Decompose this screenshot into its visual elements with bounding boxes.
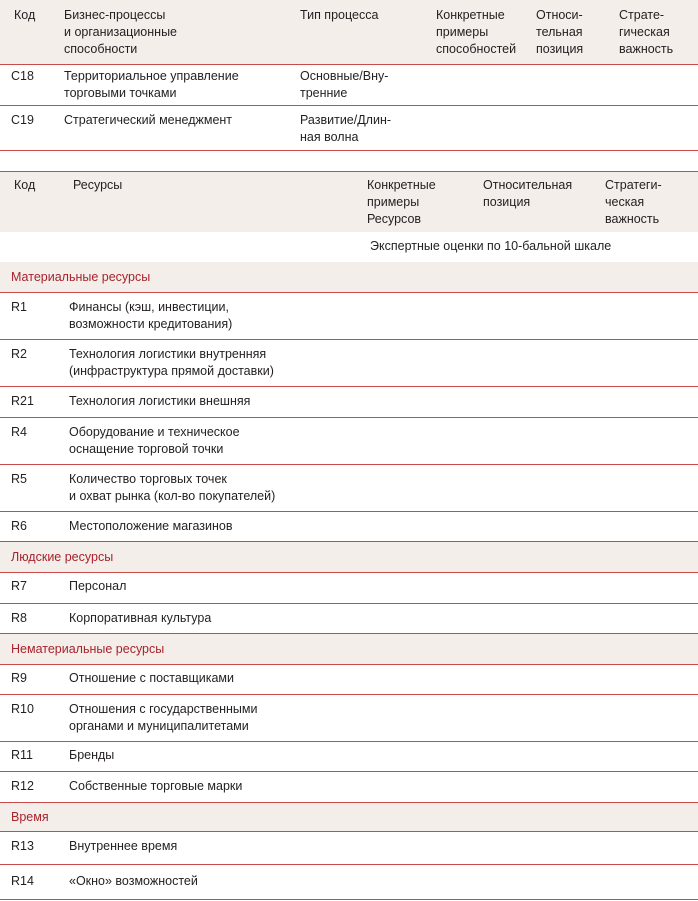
t2-row-name: Отношения с государственными органами и муниципалитетами (69, 702, 258, 733)
t2-row-name: Финансы (кэш, инвестиции, возможности кредитования) (69, 300, 233, 331)
row-divider (0, 386, 698, 387)
t2-row-name: Корпоративная культура (69, 611, 212, 625)
t2-bottom-rule (0, 899, 698, 900)
t2-row-name: Количество торговых точек и охват рынка (кол-во покупателей) (69, 472, 276, 503)
section-title-material: Материальные ресурсы (11, 270, 151, 284)
t1-row-type: Развитие/Длин- ная волна (300, 113, 392, 144)
t1-row-name: Стратегический менеджмент (64, 113, 233, 127)
t2-row-name: Технология логистики внутренняя (инфраструктура прямой доставки) (69, 347, 274, 378)
section-rule (0, 292, 698, 293)
t1-header-process: Бизнес-процессы и организационные способности (64, 8, 178, 56)
t2-subheader-scale: Экспертные оценки по 10-бальной шкале (370, 239, 612, 253)
t1-row-code: C18 (11, 69, 34, 83)
t2-row-name: Внутреннее время (69, 839, 178, 853)
t2-header-importance: Стратеги- ческая важность (605, 178, 662, 226)
t2-row-code: R14 (11, 874, 34, 888)
t2-row-name: Местоположение магазинов (69, 519, 233, 533)
t2-row-name: Технология логистики внешняя (69, 394, 251, 408)
section-title-human: Людские ресурсы (11, 550, 114, 564)
row-divider (0, 511, 698, 512)
t1-header-position: Относи- тельная позиция (536, 8, 584, 56)
row-divider (0, 105, 698, 106)
section-title-time: Время (11, 810, 49, 824)
t1-row-type: Основные/Вну- тренние (300, 69, 389, 100)
t2-row-code: R21 (11, 394, 34, 408)
t2-row-code: R10 (11, 702, 34, 716)
row-divider (0, 464, 698, 465)
t2-row-code: R2 (11, 347, 27, 361)
section-title-intangible: Нематериальные ресурсы (11, 642, 165, 656)
section-band (0, 803, 698, 831)
t2-row-name: Отношение с поставщиками (69, 671, 235, 685)
t2-row-code: R12 (11, 779, 34, 793)
t1-row-code: C19 (11, 113, 34, 127)
row-divider (0, 339, 698, 340)
row-divider (0, 864, 698, 865)
t2-row-code: R7 (11, 579, 27, 593)
t2-header-examples: Конкретные примеры Ресурсов (367, 178, 436, 226)
t2-row-name: Персонал (69, 579, 127, 593)
t1-header-code: Код (14, 8, 36, 22)
t1-header-type: Тип процесса (300, 8, 379, 22)
row-divider (0, 694, 698, 695)
t1-bottom-rule (0, 150, 698, 151)
row-divider (0, 771, 698, 772)
t2-row-code: R5 (11, 472, 27, 486)
t2-row-code: R4 (11, 425, 27, 439)
t1-header-rule (0, 64, 698, 65)
t2-row-code: R13 (11, 839, 34, 853)
t2-row-code: R11 (11, 748, 34, 762)
t1-header-importance: Страте- гическая важность (619, 8, 674, 56)
t2-row-code: R9 (11, 671, 27, 685)
t1-row-name: Территориальное управление торговыми точками (64, 69, 239, 100)
section-rule (0, 664, 698, 665)
row-divider (0, 417, 698, 418)
row-divider (0, 603, 698, 604)
t2-header-position: Относительная позиция (483, 178, 573, 209)
t2-header-resources: Ресурсы (73, 178, 123, 192)
row-divider (0, 741, 698, 742)
section-rule (0, 572, 698, 573)
t2-row-name: Бренды (69, 748, 115, 762)
section-rule (0, 831, 698, 832)
t2-row-code: R1 (11, 300, 27, 314)
t2-row-name: Собственные торговые марки (69, 779, 243, 793)
t2-row-code: R6 (11, 519, 27, 533)
t2-header-code: Код (14, 178, 36, 192)
t2-row-code: R8 (11, 611, 27, 625)
t2-row-name: Оборудование и техническое оснащение торговой точки (69, 425, 240, 456)
t2-row-name: «Окно» возможностей (69, 874, 198, 888)
t1-header-examples: Конкретные примеры способностей (436, 8, 517, 56)
